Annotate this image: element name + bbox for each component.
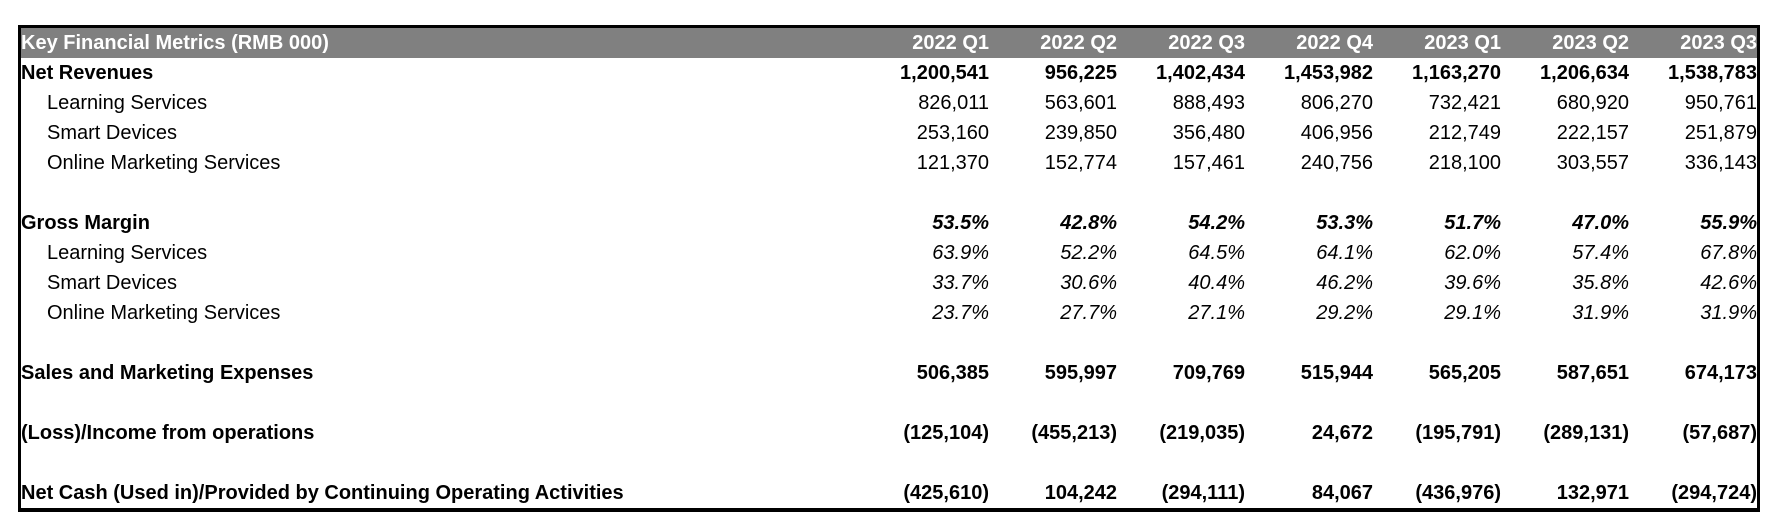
cell-value: 47.0% <box>1572 211 1629 234</box>
cell-value <box>1117 388 1245 418</box>
cell-value: 674,173 <box>1684 361 1757 384</box>
table-row <box>21 418 1757 448</box>
cell-value <box>989 388 1117 418</box>
cell-value: 27.1% <box>1188 301 1245 324</box>
cell-value <box>1629 448 1757 478</box>
cell-value: 888,493 <box>1172 91 1245 114</box>
row-label: Smart Devices <box>47 271 178 294</box>
row-label: Learning Services <box>47 241 208 264</box>
cell-value: 806,270 <box>1300 91 1373 114</box>
cell-value <box>1629 328 1757 358</box>
cell-value: (125,104) <box>903 421 989 444</box>
cell-value: 336,143 <box>1684 151 1757 174</box>
spacer-row <box>21 328 1757 358</box>
table-title: Key Financial Metrics (RMB 000) <box>21 31 329 54</box>
cell-value: 303,557 <box>1556 151 1629 174</box>
cell-value: 406,956 <box>1300 121 1373 144</box>
cell-value: 222,157 <box>1556 121 1629 144</box>
cell-value: 40.4% <box>1188 271 1245 294</box>
cell-value: 31.9% <box>1572 301 1629 324</box>
cell-value: 732,421 <box>1428 91 1501 114</box>
cell-value: 132,971 <box>1556 481 1629 504</box>
cell-value: (436,976) <box>1415 481 1501 504</box>
cell-value <box>1245 178 1373 208</box>
cell-value <box>861 388 989 418</box>
cell-value <box>1629 388 1757 418</box>
cell-value: 27.7% <box>1060 301 1117 324</box>
cell-value: 251,879 <box>1684 121 1757 144</box>
cell-value: 46.2% <box>1316 271 1373 294</box>
cell-value: 506,385 <box>916 361 989 384</box>
cell-value: 29.2% <box>1316 301 1373 324</box>
cell-value: (455,213) <box>1031 421 1117 444</box>
column-header-2022-q4: 2022 Q4 <box>1296 31 1373 54</box>
column-header-2022-q2: 2022 Q2 <box>1040 31 1117 54</box>
cell-value: (294,724) <box>1671 481 1757 504</box>
cell-value: 587,651 <box>1556 361 1629 384</box>
key-financial-metrics-table <box>18 25 1760 512</box>
cell-value: 64.5% <box>1188 241 1245 264</box>
cell-value: 53.3% <box>1316 211 1373 234</box>
cell-value: 23.7% <box>932 301 989 324</box>
cell-value: 563,601 <box>1044 91 1117 114</box>
cell-value: 84,067 <box>1311 481 1373 504</box>
cell-value <box>1245 448 1373 478</box>
row-label <box>21 448 861 478</box>
column-header-2023-q1: 2023 Q1 <box>1424 31 1501 54</box>
cell-value: 51.7% <box>1444 211 1501 234</box>
cell-value <box>1501 448 1629 478</box>
row-label <box>21 388 861 418</box>
cell-value: (57,687) <box>1682 421 1757 444</box>
cell-value: (289,131) <box>1543 421 1629 444</box>
cell-value: 595,997 <box>1044 361 1117 384</box>
cell-value: 212,749 <box>1428 121 1501 144</box>
cell-value: 1,453,982 <box>1284 61 1373 84</box>
cell-value: (294,111) <box>1161 481 1245 504</box>
row-label: Sales and Marketing Expenses <box>21 361 314 384</box>
cell-value: 42.6% <box>1700 271 1757 294</box>
cell-value: 55.9% <box>1700 211 1757 234</box>
row-label: Online Marketing Services <box>47 301 281 324</box>
cell-value: 29.1% <box>1444 301 1501 324</box>
cell-value <box>1501 328 1629 358</box>
cell-value: 53.5% <box>932 211 989 234</box>
cell-value: 157,461 <box>1172 151 1245 174</box>
cell-value <box>989 448 1117 478</box>
cell-value: 950,761 <box>1684 91 1757 114</box>
row-label: (Loss)/Income from operations <box>21 421 315 444</box>
cell-value: 826,011 <box>918 91 989 114</box>
row-label: Smart Devices <box>47 121 178 144</box>
spacer-row <box>21 178 1757 208</box>
row-label <box>21 328 861 358</box>
cell-value: 356,480 <box>1172 121 1245 144</box>
cell-value <box>1117 448 1245 478</box>
cell-value: 239,850 <box>1044 121 1117 144</box>
column-header-2022-q1: 2022 Q1 <box>912 31 989 54</box>
row-label: Gross Margin <box>21 211 150 234</box>
cell-value: (219,035) <box>1159 421 1245 444</box>
cell-value <box>1245 328 1373 358</box>
table-row <box>21 118 1757 148</box>
cell-value <box>861 178 989 208</box>
cell-value <box>1245 388 1373 418</box>
cell-value: 1,402,434 <box>1156 61 1245 84</box>
table-row <box>21 238 1757 268</box>
column-header-2022-q3: 2022 Q3 <box>1168 31 1245 54</box>
cell-value: 121,370 <box>916 151 989 174</box>
cell-value: 42.8% <box>1060 211 1117 234</box>
cell-value: 240,756 <box>1300 151 1373 174</box>
cell-value: 565,205 <box>1428 361 1501 384</box>
cell-value: 62.0% <box>1444 241 1501 264</box>
cell-value <box>1373 448 1501 478</box>
cell-value <box>1629 178 1757 208</box>
cell-value: 64.1% <box>1316 241 1373 264</box>
cell-value: 57.4% <box>1572 241 1629 264</box>
cell-value: 1,200,541 <box>900 61 989 84</box>
cell-value: 709,769 <box>1172 361 1245 384</box>
row-label: Online Marketing Services <box>47 151 281 174</box>
cell-value: 67.8% <box>1700 241 1757 264</box>
cell-value <box>1117 328 1245 358</box>
cell-value <box>1501 388 1629 418</box>
cell-value: 54.2% <box>1188 211 1245 234</box>
spacer-row <box>21 388 1757 418</box>
cell-value: 30.6% <box>1060 271 1117 294</box>
cell-value: 39.6% <box>1444 271 1501 294</box>
cell-value: 515,944 <box>1300 361 1373 384</box>
row-label <box>21 178 861 208</box>
cell-value: 1,538,783 <box>1668 61 1757 84</box>
table-row <box>21 88 1757 118</box>
cell-value <box>989 328 1117 358</box>
cell-value <box>861 328 989 358</box>
cell-value <box>1117 178 1245 208</box>
column-header-2023-q3: 2023 Q3 <box>1680 31 1757 54</box>
cell-value: 31.9% <box>1700 301 1757 324</box>
cell-value: (195,791) <box>1415 421 1501 444</box>
cell-value: 218,100 <box>1428 151 1501 174</box>
table-row <box>21 478 1757 508</box>
cell-value: 24,672 <box>1311 421 1373 444</box>
cell-value: 35.8% <box>1572 271 1629 294</box>
table-row <box>21 58 1757 88</box>
cell-value <box>989 178 1117 208</box>
cell-value <box>1373 328 1501 358</box>
row-label: Learning Services <box>47 91 208 114</box>
cell-value: 680,920 <box>1556 91 1629 114</box>
cell-value <box>1373 178 1501 208</box>
table-row <box>21 148 1757 178</box>
cell-value: 1,206,634 <box>1540 61 1629 84</box>
table-row <box>21 298 1757 328</box>
row-label: Net Revenues <box>21 61 154 84</box>
table-row <box>21 358 1757 388</box>
table-header-row <box>21 28 1757 58</box>
table-row <box>21 208 1757 238</box>
column-header-2023-q2: 2023 Q2 <box>1552 31 1629 54</box>
cell-value <box>861 448 989 478</box>
financial-table <box>21 28 1757 508</box>
table-row <box>21 268 1757 298</box>
cell-value: 956,225 <box>1044 61 1117 84</box>
cell-value: 152,774 <box>1044 151 1117 174</box>
spacer-row <box>21 448 1757 478</box>
cell-value: 253,160 <box>916 121 989 144</box>
cell-value <box>1501 178 1629 208</box>
cell-value: 63.9% <box>932 241 989 264</box>
cell-value: (425,610) <box>903 481 989 504</box>
cell-value: 33.7% <box>932 271 989 294</box>
row-label: Net Cash (Used in)/Provided by Continuing Operating Activities <box>21 481 624 504</box>
cell-value <box>1373 388 1501 418</box>
cell-value: 52.2% <box>1060 241 1117 264</box>
cell-value: 1,163,270 <box>1412 61 1501 84</box>
cell-value: 104,242 <box>1044 481 1117 504</box>
